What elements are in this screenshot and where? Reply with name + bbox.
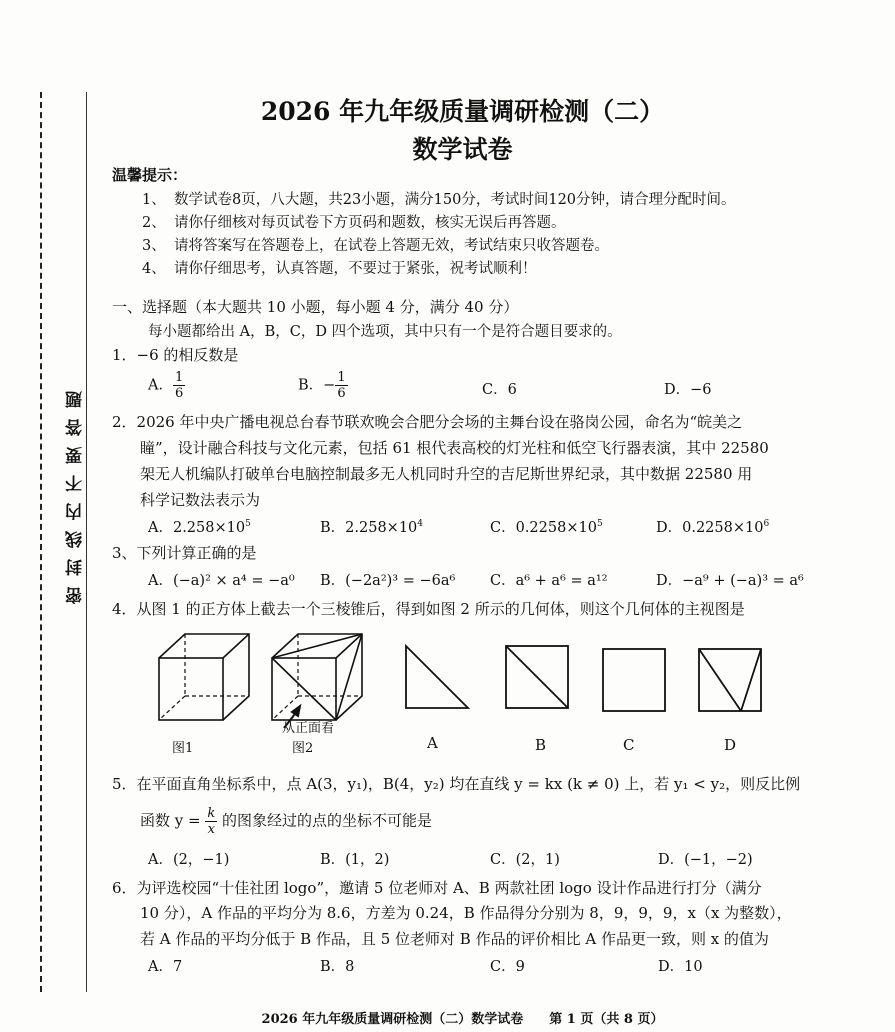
q5-option-a: A．(2，−1) <box>148 852 230 868</box>
q3-option-d: D．−a⁹ + (−a)³ = a⁶ <box>656 573 804 589</box>
q3-option-a: A．(−a)² × a⁴ = −a⁰ <box>148 573 295 589</box>
q1-option-b: B．− $\frac{1}{6}$ <box>298 370 346 401</box>
q4-choice-b-view <box>504 644 570 710</box>
q2-option-c: C．$0.2258\times 10^5$ <box>490 519 603 536</box>
q2-option-a: A．$2.258\times 10^5$ <box>148 519 251 536</box>
q2-option-d: D．$0.2258\times 10^6$ <box>656 519 770 536</box>
exam-title: 2026 年九年级质量调研检测（二） <box>260 97 665 126</box>
q4-choice-c-label: C <box>623 736 635 754</box>
page-footer: 2026 年九年级质量调研检测（二）数学试卷 第 1 页（共 8 页） <box>261 1012 664 1027</box>
q1-option-c: C．6 <box>482 382 517 398</box>
q4-figure-2-label: 图2 <box>292 741 314 756</box>
q3-stem: 3、下列计算正确的是 <box>112 544 257 562</box>
q6-option-a: A．7 <box>148 959 183 975</box>
exam-subtitle: 数学试卷 <box>412 135 513 164</box>
tip-item: 4、 请你仔细思考，认真答题，不要过于紧张，祝考试顺利！ <box>142 261 537 277</box>
q6-option-b: B．8 <box>320 959 355 975</box>
tip-item: 1、 数学试卷8页，八大题，共23小题，满分150分，考试时间120分钟，请合理分配时间。 <box>142 192 736 208</box>
q6-option-c: C．9 <box>490 959 525 975</box>
tip-item: 2、 请你仔细核对每页试卷下方页码和题数，核实无误后再答题。 <box>142 215 566 231</box>
seal-warning-text: 密封线内不要答题 <box>66 380 86 604</box>
q6-option-d: D．10 <box>658 959 703 975</box>
q4-choice-a-label: A <box>427 734 438 752</box>
q1-stem: 1．−6 的相反数是 <box>112 346 239 364</box>
q1-option-a: A． $\frac{1}{6}$ <box>148 370 184 401</box>
q4-choice-d-label: D <box>724 736 737 754</box>
q3-option-b: B．(−2a²)³ = −6a⁶ <box>320 573 456 589</box>
q2-line: 科学记数法表示为 <box>140 491 261 509</box>
q4-figure-1-label: 图1 <box>172 741 194 756</box>
q2-option-b: B．$2.258\times 10^4$ <box>320 519 424 536</box>
tip-item: 3、 请将答案写在答题卷上，在试卷上答题无效，考试结束只收答题卷。 <box>142 238 609 254</box>
q2-line: 瞳”，设计融合科技与文化元素，包括 61 根代表高校的灯光柱和低空飞行器表演，其中 22580 <box>140 439 769 457</box>
q4-stem: 4．从图 1 的正方体上截去一个三棱锥后，得到如图 2 所示的几何体，则这个几何体的主视图是 <box>112 600 745 618</box>
q4-view-direction-label: 从正面看 <box>282 721 335 736</box>
q2-line: 2．2026 年中央广播电视总台春节联欢晚会合肥分会场的主舞台设在骆岗公园，命名为“皖美之 <box>112 413 743 431</box>
seal-dashed-line <box>40 92 42 992</box>
q5-line-1: 5．在平面直角坐标系中，点 A(3，y₁)，B(4，y₂) 均在直线 y = kx (k ≠ 0) 上，若 y₁ < y₂，则反比例 <box>112 775 801 793</box>
section-title: 一、选择题（本大题共 10 小题，每小题 4 分，满分 40 分） <box>112 298 519 316</box>
q4-choice-c-view <box>601 647 667 713</box>
q5-option-c: C．(2，1) <box>490 852 560 868</box>
q1-option-d: D．−6 <box>664 382 712 398</box>
q3-option-c: C．a⁶ + a⁶ = a¹² <box>490 573 608 589</box>
q6-line: 若 A 作品的平均分低于 B 作品，且 5 位老师对 B 作品的评价相比 A 作品更一致，则 x 的值为 <box>140 930 769 948</box>
q5-option-b: B．(1，2) <box>320 852 390 868</box>
section-instruction: 每小题都给出 A，B，C，D 四个选项，其中只有一个是符合题目要求的。 <box>148 324 622 340</box>
q2-line: 架无人机编队打破单台电脑控制最多无人机同时升空的吉尼斯世界纪录，其中数据 22580 用 <box>140 465 753 483</box>
q6-line: 6．为评选校园“十佳社团 logo”，邀请 5 位老师对 A、B 两款社团 logo 设计作品进行打分（满分 <box>112 879 762 897</box>
q4-choice-a-view <box>404 644 470 710</box>
q5-fraction: $\frac{k}{x}$ <box>207 806 216 837</box>
q4-choice-b-label: B <box>535 736 547 754</box>
q6-line: 10 分），A 作品的平均分为 8.6，方差为 0.24，B 作品得分分别为 8，9，9，9，x（x 为整数）， <box>140 904 792 922</box>
q4-choice-d-view <box>697 647 763 713</box>
q5-line-2: 函数 y = $\frac{k}{x}$ 的图象经过的点的坐标不可能是 <box>140 806 433 837</box>
tips-heading: 温馨提示： <box>112 166 188 184</box>
q5-option-d: D．(−1，−2) <box>658 852 753 868</box>
q4-figure-1-cube <box>155 630 255 725</box>
